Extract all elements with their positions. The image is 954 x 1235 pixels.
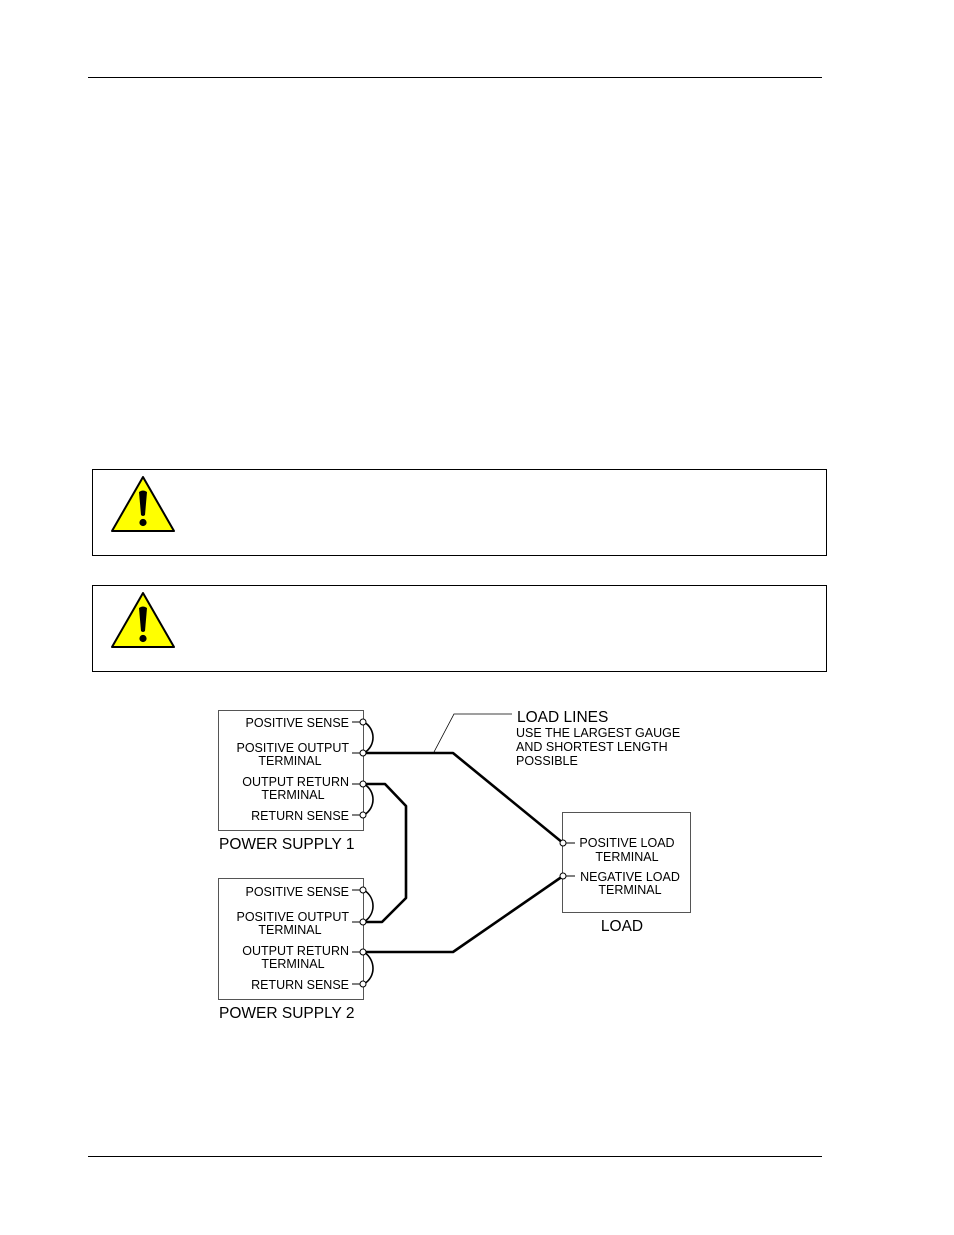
jumper-supply-2-positive (364, 890, 373, 922)
supply-2-positive-output-terminal-label: TERMINAL (258, 923, 322, 937)
supply-1-positive-sense-label: POSITIVE SENSE (245, 716, 349, 730)
supply-1-output-return-label: OUTPUT RETURN (242, 775, 349, 789)
load-lines-note-1: USE THE LARGEST GAUGE (516, 726, 681, 740)
power-supply-1-title: POWER SUPPLY 1 (219, 836, 355, 853)
supply-1-positive-output-label: POSITIVE OUTPUT (236, 741, 349, 755)
supply-1-positive-output-terminal-label: TERMINAL (258, 754, 322, 768)
load-title: LOAD (600, 918, 644, 935)
power-supply-2-title: POWER SUPPLY 2 (219, 1005, 355, 1022)
sense-jumpers (364, 722, 373, 984)
negative-load-terminal-label: TERMINAL (598, 883, 662, 897)
load-line-negative (364, 876, 563, 952)
footer-rule (88, 1156, 822, 1157)
supply-2-output-return-label: OUTPUT RETURN (242, 944, 349, 958)
supply-2-positive-sense-label: POSITIVE SENSE (245, 885, 349, 899)
negative-load-label: NEGATIVE LOAD (580, 870, 680, 884)
supply-1-terminals (352, 722, 360, 815)
load-lines-note-3: POSSIBLE (516, 754, 578, 768)
jumper-supply-2-return (364, 952, 373, 984)
load-lines-title: LOAD LINES (517, 709, 609, 726)
jumper-supply-1-return (364, 784, 373, 815)
load-lines (364, 753, 563, 952)
supply-2-return-sense-label: RETURN SENSE (251, 978, 349, 992)
load-lines-leader (434, 714, 512, 752)
load-lines-note-2: AND SHORTEST LENGTH (516, 740, 668, 754)
positive-load-label: POSITIVE LOAD (579, 836, 675, 850)
supply-1-output-return-terminal-label: TERMINAL (261, 788, 325, 802)
jumper-supply-1-positive (364, 722, 373, 753)
supply-2-output-return-terminal-label: TERMINAL (261, 957, 325, 971)
series-link-line (364, 784, 406, 922)
supply-2-terminals (352, 890, 360, 984)
positive-load-terminal-label: TERMINAL (595, 850, 659, 864)
supply-2-positive-output-label: POSITIVE OUTPUT (236, 910, 349, 924)
load-terminal-stubs (566, 843, 575, 876)
supply-1-return-sense-label: RETURN SENSE (251, 809, 349, 823)
